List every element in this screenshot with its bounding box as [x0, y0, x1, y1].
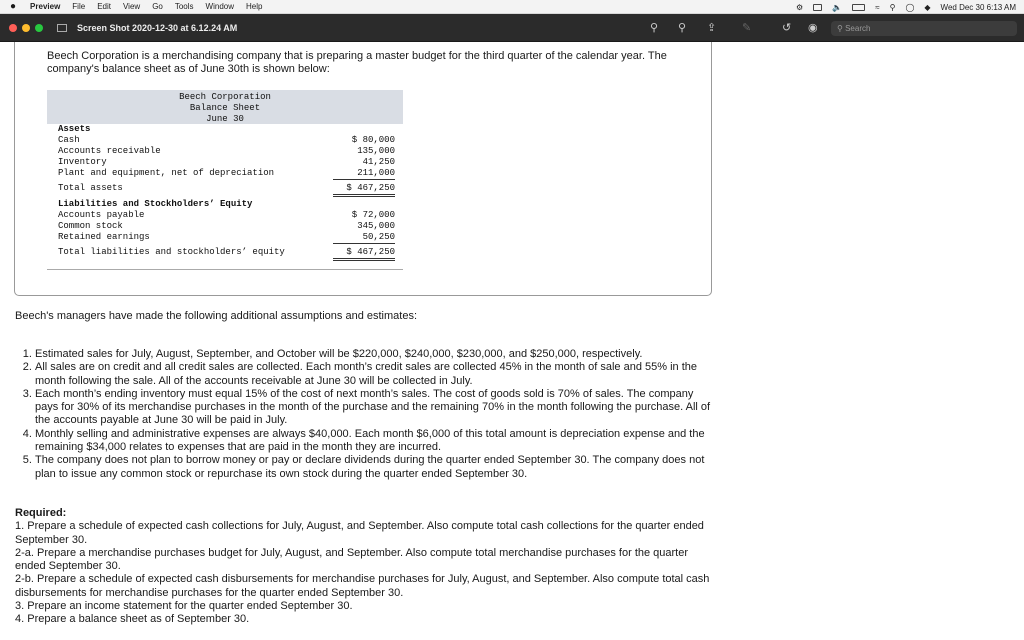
volume-icon[interactable]: 🔈: [832, 2, 843, 12]
zoom-window-button[interactable]: [35, 24, 43, 32]
window-title: Screen Shot 2020-12-30 at 6.12.24 AM: [77, 22, 238, 33]
assumptions-list: [15, 348, 715, 481]
markup-pen-icon[interactable]: ✎: [742, 22, 752, 34]
wifi-icon[interactable]: ≈: [875, 2, 880, 12]
spotlight-icon[interactable]: ⚲: [889, 2, 896, 12]
list-item: 3. Prepare an income statement for the quarter ended September 30.: [15, 600, 353, 613]
table-row: Accounts payable $ 72,000: [58, 210, 395, 220]
balance-sheet-date: June 30: [206, 114, 244, 124]
battery-icon[interactable]: [852, 4, 865, 11]
liabilities-equity-heading: Liabilities and Stockholders’ Equity: [58, 199, 253, 209]
list-item: 1. Prepare a schedule of expected cash collections for July, August, and September. Also compute total cash collections for the quarter ended September 30.: [15, 520, 704, 546]
assets-heading: Assets: [58, 124, 91, 134]
zoom-in-icon[interactable]: ⚲: [678, 22, 687, 34]
search-placeholder: Search: [845, 24, 871, 33]
menu-tools[interactable]: Tools: [174, 2, 194, 11]
menubar-clock[interactable]: Wed Dec 30 6:13 AM: [940, 2, 1016, 12]
list-item: 4. Monthly selling and administrative expenses are always $40,000. Each month $6,000 of this total amount is depreciation expense and the remaining $34,000 relates to expenses that are paid in the month they are incurred.: [35, 428, 715, 455]
document-view[interactable]: [0, 42, 1024, 640]
zoom-out-icon[interactable]: ⚲: [650, 22, 659, 34]
markup-toolbar-icon[interactable]: ◉: [808, 22, 818, 34]
menu-help[interactable]: Help: [246, 2, 263, 11]
close-window-button[interactable]: [9, 24, 17, 32]
assumptions-intro: Beech's managers have made the following additional assumptions and estimates:: [15, 310, 417, 322]
list-item: 1. Estimated sales for July, August, September, and October will be $220,000, $240,000, $230,000, and $250,000, respectively.: [35, 348, 715, 361]
balance-sheet-header: [47, 90, 403, 124]
balance-sheet-company: Beech Corporation: [179, 92, 271, 102]
apple-menu-icon[interactable]: ●: [10, 1, 17, 12]
table-row: Accounts receivable 135,000: [58, 146, 395, 156]
menu-bar: [0, 0, 1024, 14]
user-icon[interactable]: ◯: [905, 2, 915, 12]
total-assets-row: Total assets $ 467,250: [47, 183, 403, 196]
list-item: 2. All sales are on credit and all credit sales are collected. Each month’s credit sales are collected 45% in the month of sale and 55% in the month following the sale. All of the accounts receivable at June 30 will be collected in July.: [35, 361, 715, 388]
balance-sheet-title: Balance Sheet: [189, 103, 261, 113]
table-row: Cash $ 80,000: [58, 135, 395, 145]
sidebar-toggle-icon[interactable]: [57, 24, 67, 32]
menu-edit[interactable]: Edit: [97, 2, 111, 11]
table-row: Common stock 345,000: [58, 221, 395, 231]
table-row: Inventory 41,250: [58, 157, 395, 167]
app-menu[interactable]: Preview: [30, 2, 61, 11]
list-item: 3. Each month’s ending inventory must equal 15% of the cost of next month’s sales. The cost of goods sold is 70% of sales. The company pays for 30% of its merchandise purchases in the month of the purchase and the remaining 70% in the month following the purchase. All of the accounts payable at June 30 will be paid in July.: [35, 388, 715, 428]
control-center-icon[interactable]: ⚙: [796, 2, 804, 12]
search-field[interactable]: ⚲ Search: [831, 21, 1017, 36]
balance-sheet-table: [47, 90, 403, 270]
required-section: [15, 507, 715, 627]
share-icon[interactable]: ⇪: [707, 22, 717, 34]
display-icon[interactable]: [813, 4, 822, 11]
menu-go[interactable]: Go: [152, 2, 163, 11]
required-heading: Required:: [15, 507, 67, 519]
list-item: 4. Prepare a balance sheet as of September 30.: [15, 613, 250, 626]
list-item: 5. The company does not plan to borrow money or pay or declare dividends during the quarter ended September 30. The company does not plan to issue any common stock or repurchase its own stock during the quarter ended September 30.: [35, 454, 715, 481]
table-row: Retained earnings 50,250: [58, 232, 395, 242]
intro-paragraph: Beech Corporation is a merchandising company that is preparing a master budget for the third quarter of the calendar year. The company's balance sheet as of June 30th is shown below:: [47, 50, 667, 75]
rotate-icon[interactable]: ↺: [782, 22, 792, 34]
minimize-window-button[interactable]: [22, 24, 30, 32]
total-liabilities-equity-row: Total liabilities and stockholders’ equity $ 467,250: [47, 247, 403, 260]
menu-window[interactable]: Window: [205, 2, 234, 11]
window-titlebar: [0, 14, 1024, 42]
siri-icon[interactable]: ◆: [924, 2, 931, 12]
list-item: 2-b. Prepare a schedule of expected cash disbursements for merchandise purchases for July, August, and September. Also compute total cash disbursements for merchandise purchases for the quarter ended September 30.: [15, 573, 710, 599]
menu-file[interactable]: File: [72, 2, 86, 11]
table-row: Plant and equipment, net of depreciation 211,000: [58, 168, 395, 178]
menu-view[interactable]: View: [122, 2, 141, 11]
list-item: 2-a. Prepare a merchandise purchases budget for July, August, and September. Also compute total merchandise purchases for the quarter ended September 30.: [15, 546, 689, 573]
table-bottom-rule: [47, 266, 403, 270]
